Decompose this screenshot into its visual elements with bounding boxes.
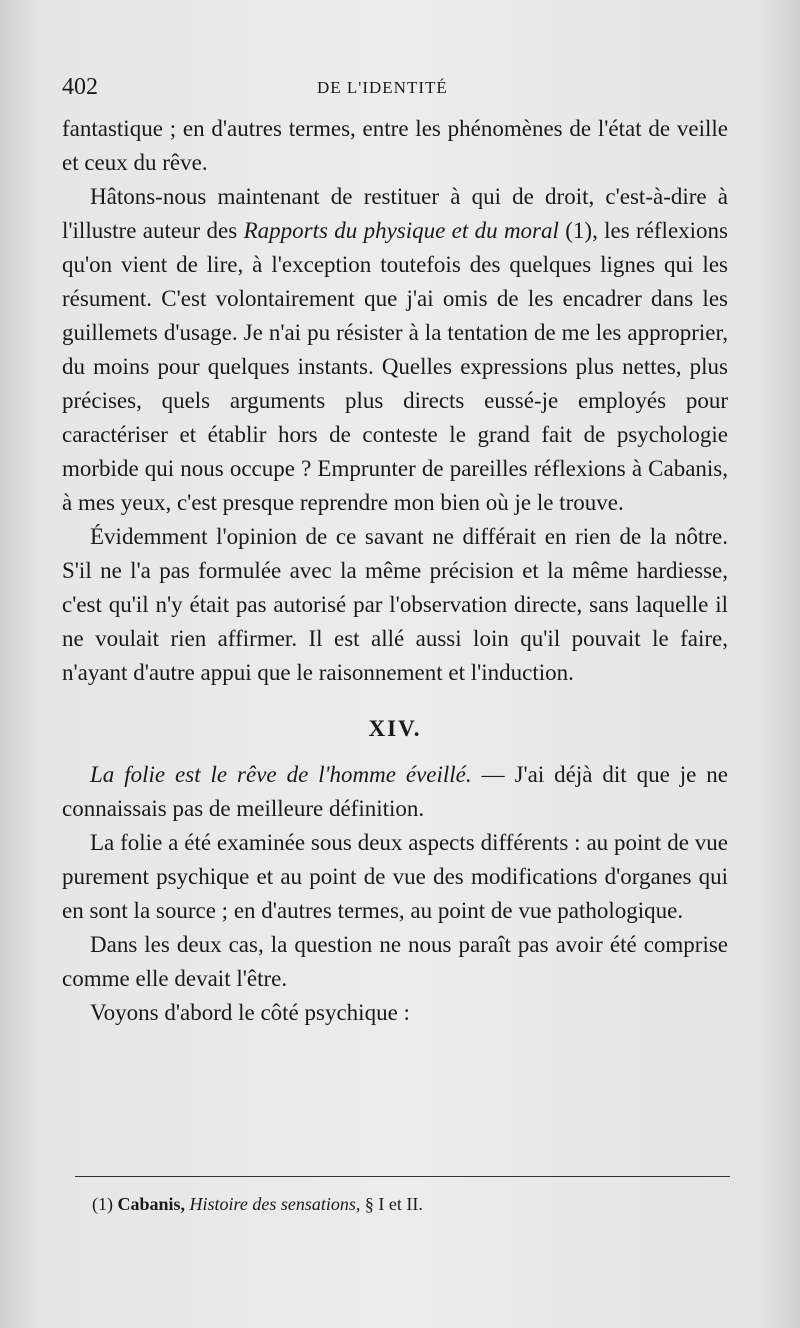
p4-definition: La folie est le rêve de l'homme éveillé. (90, 762, 472, 787)
footnote-divider (75, 1176, 730, 1177)
footnote-ref: § I et II. (364, 1194, 423, 1214)
running-head: DE L'IDENTITÉ (317, 78, 448, 97)
paragraph-3: Évidemment l'opinion de ce savant ne différait en rien de la nôtre. S'il ne l'a pas formulée avec la même précision et la même hardiesse, c'est qu'il n'y était pas autorisé par l'observation directe, sans laquelle il ne voulait rien affirmer. Il est allé aussi loin qu'il pouvait le faire, n'ayant d'autre appui que le raisonnement et l'induction. (62, 524, 728, 685)
paragraph-1: fantastique ; en d'autres termes, entre les phénomènes de l'état de veille et ceux du rêve. (62, 116, 728, 175)
footnote-reference: (1) (558, 218, 593, 243)
p2-text-before: Hâtons-nous maintenant de restituer à qui de droit, c'est-à-dire à l'illustre auteur des (62, 184, 728, 243)
footnote-author: Cabanis, (117, 1194, 186, 1214)
paragraph-5: La folie a été examinée sous deux aspects différents : au point de vue purement psychique et au point de vue des modifications d'organes qui en sont la source ; en d'autres termes, au point de vue pathologique. (62, 830, 728, 923)
p4-text: — J'ai déjà dit que je ne connaissais pas de meilleure définition. (62, 762, 728, 821)
section-heading: XIV. (368, 716, 422, 741)
page-header (62, 74, 732, 104)
footnote-marker: (1) (92, 1194, 113, 1214)
p2-text-after: , les réflexions qu'on vient de lire, à l'exception toutefois des quelques lignes qui les résument. C'est volontairement que j'ai omis de les encadrer dans les guillemets d'usage. Je n'ai pu résister à la tentation de me les approprier, du moins pour quelques instants. Quelles expressions plus nettes, plus précises, quels arguments plus directs eussé-je employés pour caractériser et établir hors de conteste le grand fait de psychologie morbide qui nous occupe ? Emprunter de pareilles réflexions à Cabanis, à mes yeux, c'est presque reprendre mon bien où je le trouve. (62, 218, 729, 515)
page-number: 402 (62, 74, 98, 100)
p2-book-title: Rapports du physique et du moral (243, 218, 559, 243)
paragraph-6: Dans les deux cas, la question ne nous paraît pas avoir été comprise comme elle devait l'être. (62, 932, 728, 991)
footnote-title: Histoire des sensations, (189, 1194, 361, 1214)
footnote (92, 1192, 732, 1216)
paragraph-4 (62, 758, 728, 826)
paragraph-2 (62, 180, 728, 520)
paragraph-7: Voyons d'abord le côté psychique : (90, 1000, 410, 1025)
main-text (62, 112, 728, 1030)
